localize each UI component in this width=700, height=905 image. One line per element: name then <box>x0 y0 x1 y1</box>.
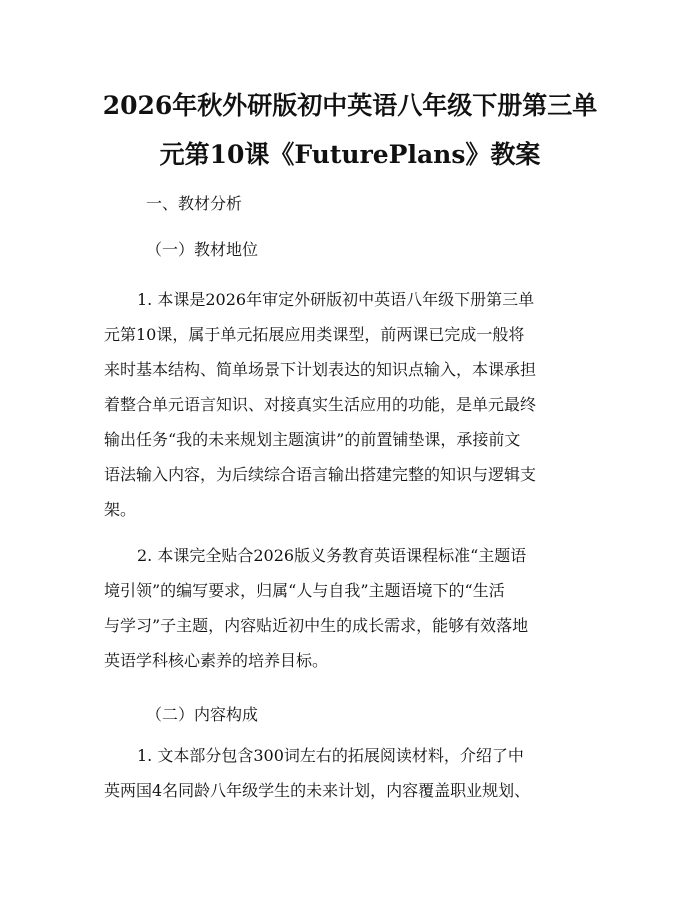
paragraph-2-line: 境引领”的编写要求，归属“人与自我”主题语境下的“生活 <box>104 581 505 600</box>
document-title-line-2: 元第10课《FuturePlans》教案 <box>159 140 541 169</box>
paragraph-1-line: 来时基本结构、简单场景下计划表达的知识点输入，本课承担 <box>104 360 537 379</box>
paragraph-2-line: 英语学科核心素养的培养目标。 <box>104 651 329 670</box>
paragraph-2-line: 2. 本课完全贴合2026版义务教育英语课程标准“主题语 <box>137 546 527 565</box>
subsection-heading-content-composition: （二）内容构成 <box>146 705 259 724</box>
paragraph-3-line: 1. 文本部分包含300词左右的拓展阅读材料，介绍了中 <box>137 746 524 765</box>
subsection-heading-textbook-position: （一）教材地位 <box>146 240 259 259</box>
document-title-line-1: 2026年秋外研版初中英语八年级下册第三单 <box>102 91 598 120</box>
section-heading-textbook-analysis: 一、教材分析 <box>146 194 243 213</box>
paragraph-1-line: 语法输入内容，为后续综合语言输出搭建完整的知识与逻辑支 <box>104 465 537 484</box>
paragraph-1-line: 元第10课，属于单元拓展应用类课型，前两课已完成一般将 <box>104 325 525 344</box>
paragraph-1-line: 着整合单元语言知识、对接真实生活应用的功能，是单元最终 <box>104 395 537 414</box>
paragraph-3-line: 英两国4名同龄八年级学生的未来计划，内容覆盖职业规划、 <box>104 781 531 800</box>
paragraph-2-line: 与学习”子主题，内容贴近初中生的成长需求，能够有效落地 <box>104 616 529 635</box>
paragraph-1-line: 输出任务“我的未来规划主题演讲”的前置铺垫课，承接前文 <box>104 430 521 449</box>
paragraph-1-line: 1. 本课是2026年审定外研版初中英语八年级下册第三单 <box>137 290 535 309</box>
paragraph-1-line: 架。 <box>104 500 137 519</box>
